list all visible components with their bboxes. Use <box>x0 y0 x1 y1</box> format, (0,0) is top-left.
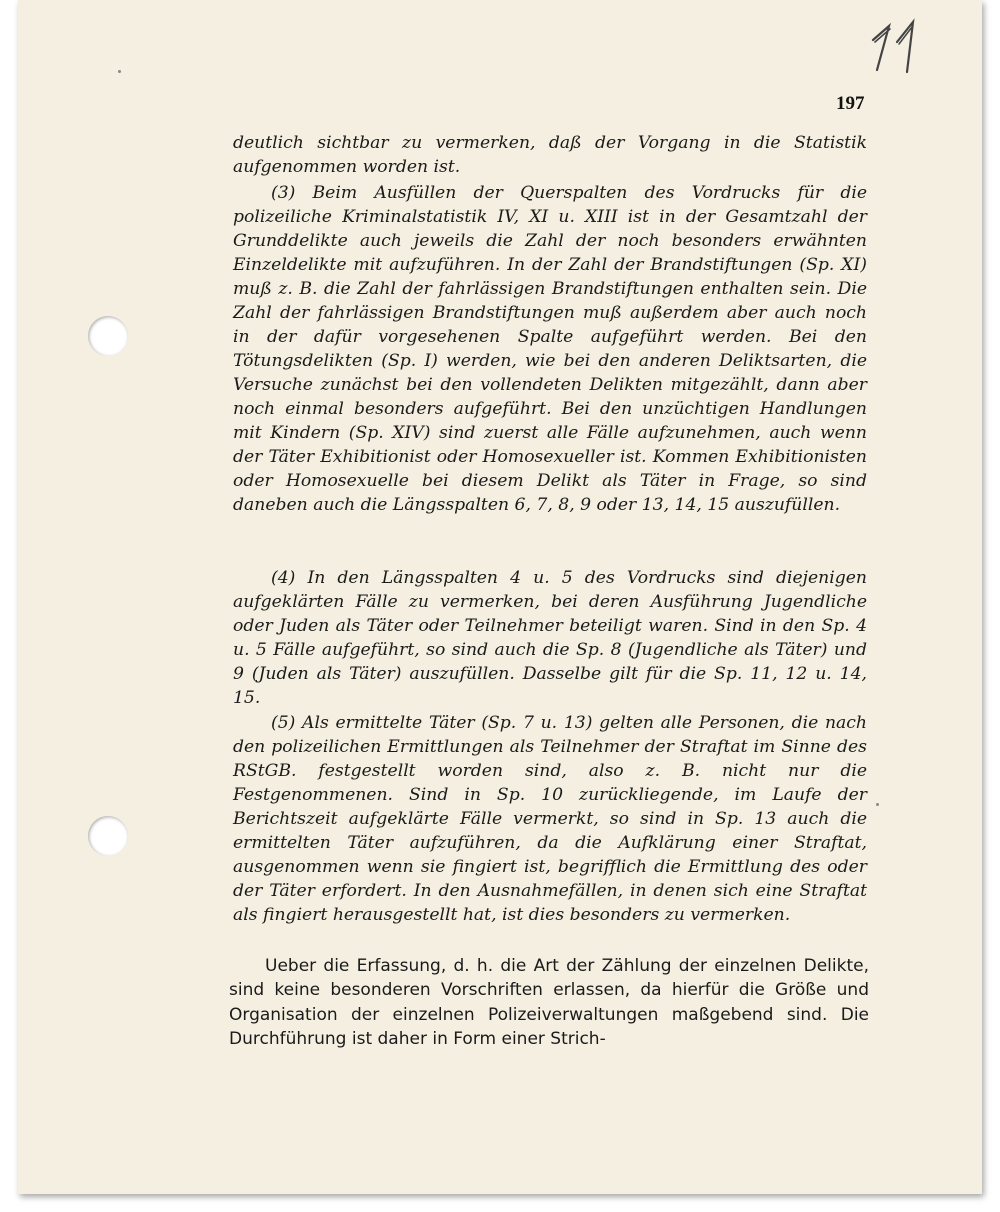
paragraph: (4) In den Längsspalten 4 u. 5 des Vordrucks sind diejenigen aufgeklärten Fälle zu vermerken, bei deren Ausführung Jugendliche oder Juden als Täter oder Teilnehmer beteiligt waren. Sind in den Sp. 4 u. 5 Fälle aufgeführt, so sind auch die Sp. 8 (Jugendliche als Täter) und 9 (Juden als Täter) auszufüllen. Dasselbe gilt für die Sp. 11, 12 u. 14, 15. <box>233 568 867 708</box>
paragraph: (5) Als ermittelte Täter (Sp. 7 u. 13) gelten alle Personen, die nach den polizeilichen Ermittlungen als Teilnehmer der Straftat im Sinne des RStGB. festgestellt worden sind, also z. B. nicht nur die Festgenommenen. Sind in Sp. 10 zurückliegende, im Laufe der Berichtszeit aufgeklärte Fälle vermerkt, so sind in Sp. 13 auch die ermittelten Täter aufzuführen, da die Aufklärung einer Straftat, ausgenommen wenn sie fingiert ist, begrifflich die Ermittlung des oder der Täter erfordert. In den Ausnahmefällen, in denen sich eine Straftat als fingiert herausgestellt hat, ist dies besonders zu vermerken. <box>233 713 867 925</box>
paragraph-section-4 <box>233 566 867 710</box>
paper-speck <box>118 70 121 73</box>
paragraph: Ueber die Erfassung, d. h. die Art der Zählung der einzelnen Delikte, sind keine besonderen Vorschriften erlassen, da hierfür die Größe und Organisation der einzelnen Polizeiverwaltungen maßgebend sind. Die Durchführung ist daher in Form einer Strich- <box>229 956 869 1049</box>
paragraph: (3) Beim Ausfüllen der Querspalten des Vordrucks für die polizeiliche Kriminalstatistik IV, XI u. XIII ist in der Gesamtzahl der Grunddelikte auch jeweils die Zahl der noch besonders erwähnten Einzeldelikte mit aufzuführen. In der Zahl der Brandstiftungen (Sp. XI) muß z. B. die Zahl der fahrlässigen Brandstiftungen enthalten sein. Die Zahl der fahrlässigen Brandstiftungen muß außerdem aber auch noch in der dafür vorgesehenen Spalte aufgeführt werden. Bei den Tötungsdelikten (Sp. I) werden, wie bei den anderen Deliktsarten, die Versuche zunächst bei den vollendeten Delikten mitgezählt, dann aber noch einmal besonders aufgeführt. Bei den unzüchtigen Handlungen mit Kindern (Sp. XIV) sind zuerst alle Fälle aufzunehmen, auch wenn der Täter Exhibitionist oder Homosexueller ist. Kommen Exhibitionisten oder Homosexuelle bei diesem Delikt als Täter in Frage, so sind daneben auch die Längsspalten 6, 7, 8, 9 oder 13, 14, 15 auszufüllen. <box>233 183 867 515</box>
paragraph: deutlich sichtbar zu vermerken, daß der Vorgang in die Statistik aufgenommen worden ist. <box>233 133 867 177</box>
paragraph-section-5 <box>233 711 867 927</box>
paragraph-section-3 <box>233 181 867 517</box>
punch-hole-top <box>88 316 128 356</box>
handwritten-folio-number <box>863 12 933 82</box>
punch-hole-bottom <box>88 816 128 856</box>
document-page <box>18 0 982 1194</box>
paragraph-body <box>229 954 869 1051</box>
page-number: 197 <box>836 93 865 114</box>
paragraph-continuation <box>233 131 867 179</box>
paper-speck <box>876 803 879 806</box>
